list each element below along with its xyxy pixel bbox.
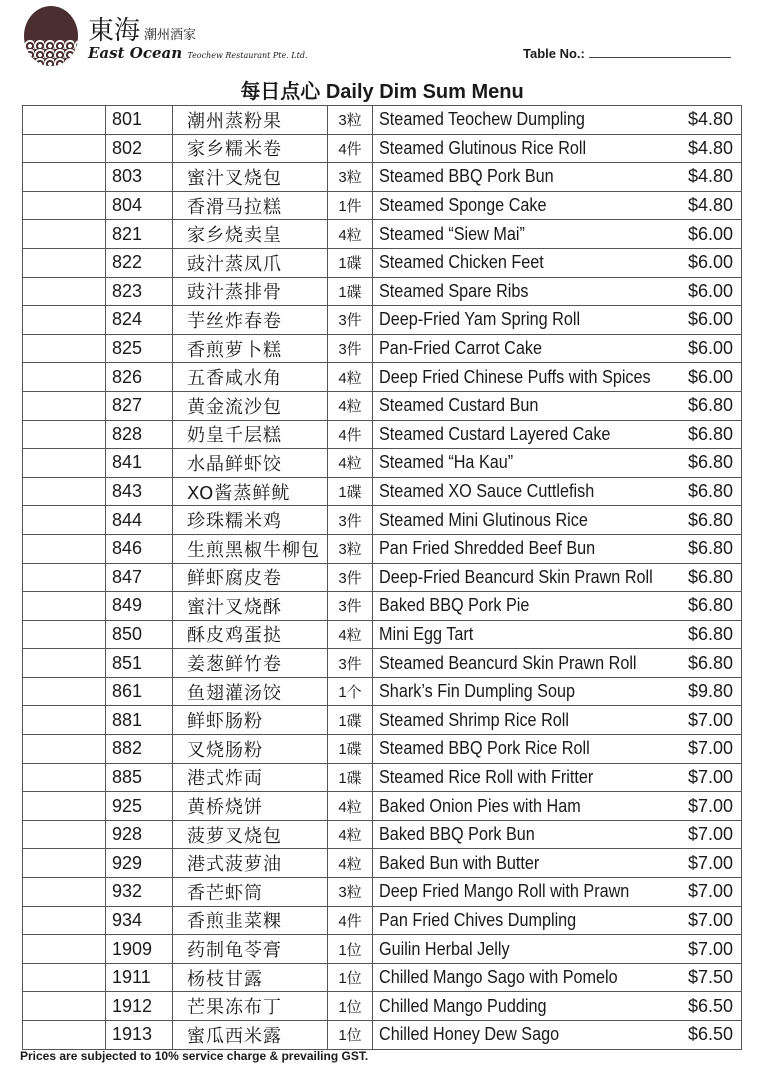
item-cell [373, 248, 742, 277]
item-name-english: Deep Fried Chinese Puffs with Spices [379, 366, 651, 387]
menu-row [23, 163, 742, 192]
item-name-chinese: 黄桥烧饼 [173, 792, 328, 821]
menu-row [23, 220, 742, 249]
item-name-english: Pan-Fried Carrot Cake [379, 338, 542, 359]
item-name-chinese: 香煎萝卜糕 [173, 334, 328, 363]
order-qty-cell[interactable] [23, 935, 106, 964]
order-qty-cell[interactable] [23, 649, 106, 678]
item-portion: 1位 [328, 935, 373, 964]
order-qty-cell[interactable] [23, 563, 106, 592]
order-qty-cell[interactable] [23, 363, 106, 392]
item-portion: 4粒 [328, 620, 373, 649]
item-price: $6.50 [687, 1024, 733, 1045]
item-cell [373, 477, 742, 506]
item-portion: 3粒 [328, 106, 373, 135]
order-qty-cell[interactable] [23, 163, 106, 192]
item-cell [373, 134, 742, 163]
menu-row [23, 906, 742, 935]
item-price: $6.80 [687, 566, 733, 587]
item-price: $9.80 [687, 681, 733, 702]
item-cell [373, 906, 742, 935]
item-code: 826 [106, 363, 173, 392]
menu-row [23, 620, 742, 649]
item-portion: 4粒 [328, 449, 373, 478]
menu-row [23, 506, 742, 535]
item-price: $6.00 [687, 252, 733, 273]
menu-row [23, 820, 742, 849]
item-code: 803 [106, 163, 173, 192]
item-price: $6.00 [687, 280, 733, 301]
item-name-chinese: 香芒虾筒 [173, 878, 328, 907]
item-name-chinese: 豉汁蒸凤爪 [173, 248, 328, 277]
menu-row [23, 334, 742, 363]
item-portion: 4粒 [328, 820, 373, 849]
item-portion: 1碟 [328, 706, 373, 735]
item-portion: 4粒 [328, 220, 373, 249]
item-code: 843 [106, 477, 173, 506]
order-qty-cell[interactable] [23, 334, 106, 363]
order-qty-cell[interactable] [23, 1021, 106, 1050]
item-price: $6.80 [687, 652, 733, 673]
item-name-chinese: 杨枝甘露 [173, 963, 328, 992]
item-name-chinese: 芒果冻布丁 [173, 992, 328, 1021]
item-portion: 4粒 [328, 792, 373, 821]
item-name-english: Chilled Honey Dew Sago [379, 1024, 560, 1045]
menu-row [23, 792, 742, 821]
item-portion: 1件 [328, 191, 373, 220]
item-name-english: Baked BBQ Pork Bun [379, 824, 535, 845]
order-qty-cell[interactable] [23, 820, 106, 849]
item-portion: 1碟 [328, 477, 373, 506]
item-name-english: Steamed “Siew Mai” [379, 223, 525, 244]
brand-en-sub: Teochew Restaurant Pte. Ltd. [187, 51, 308, 60]
item-code: 828 [106, 420, 173, 449]
order-qty-cell[interactable] [23, 477, 106, 506]
item-cell [373, 449, 742, 478]
item-price: $6.00 [687, 223, 733, 244]
item-name-chinese: 蜜汁叉烧包 [173, 163, 328, 192]
item-name-english: Steamed Rice Roll with Fritter [379, 766, 594, 787]
item-code: 841 [106, 449, 173, 478]
order-qty-cell[interactable] [23, 849, 106, 878]
order-qty-cell[interactable] [23, 763, 106, 792]
item-code: 881 [106, 706, 173, 735]
item-name-english: Deep-Fried Yam Spring Roll [379, 309, 581, 330]
item-code: 928 [106, 820, 173, 849]
item-portion: 1碟 [328, 248, 373, 277]
wave-pattern [24, 40, 78, 66]
item-name-chinese: 黄金流沙包 [173, 391, 328, 420]
menu-row [23, 1021, 742, 1050]
item-code: 1911 [106, 963, 173, 992]
item-cell [373, 420, 742, 449]
order-qty-cell[interactable] [23, 191, 106, 220]
item-price: $7.00 [687, 709, 733, 730]
order-qty-cell[interactable] [23, 420, 106, 449]
item-name-english: Steamed Shrimp Rice Roll [379, 709, 569, 730]
order-qty-cell[interactable] [23, 677, 106, 706]
item-portion: 1碟 [328, 763, 373, 792]
item-cell [373, 334, 742, 363]
item-code: 804 [106, 191, 173, 220]
item-name-chinese: 鲜虾肠粉 [173, 706, 328, 735]
item-portion: 3粒 [328, 878, 373, 907]
item-code: 850 [106, 620, 173, 649]
item-name-english: Steamed Custard Bun [379, 395, 539, 416]
item-portion: 1碟 [328, 735, 373, 764]
item-price: $7.00 [687, 824, 733, 845]
item-name-english: Pan Fried Chives Dumpling [379, 909, 577, 930]
item-portion: 3件 [328, 592, 373, 621]
item-portion: 3件 [328, 649, 373, 678]
item-cell [373, 277, 742, 306]
item-name-english: Pan Fried Shredded Beef Bun [379, 538, 596, 559]
menu-row [23, 592, 742, 621]
item-price: $7.50 [687, 967, 733, 988]
item-name-chinese: 药制龟苓膏 [173, 935, 328, 964]
menu-row [23, 134, 742, 163]
order-qty-cell[interactable] [23, 992, 106, 1021]
item-cell [373, 820, 742, 849]
item-cell [373, 735, 742, 764]
item-name-english: Steamed BBQ Pork Bun [379, 166, 554, 187]
item-price: $7.00 [687, 909, 733, 930]
order-qty-cell[interactable] [23, 449, 106, 478]
item-name-english: Steamed “Ha Kau” [379, 452, 514, 473]
item-cell [373, 620, 742, 649]
item-name-english: Steamed BBQ Pork Rice Roll [379, 738, 590, 759]
order-qty-cell[interactable] [23, 534, 106, 563]
item-cell [373, 677, 742, 706]
item-portion: 4粒 [328, 391, 373, 420]
restaurant-logo [24, 6, 78, 66]
item-portion: 4件 [328, 906, 373, 935]
menu-row [23, 391, 742, 420]
menu-row [23, 963, 742, 992]
menu-row [23, 306, 742, 335]
item-price: $7.00 [687, 766, 733, 787]
item-price: $6.00 [687, 366, 733, 387]
page-title: 每日点心 Daily Dim Sum Menu [240, 81, 524, 103]
item-portion: 3件 [328, 563, 373, 592]
order-qty-cell[interactable] [23, 306, 106, 335]
order-qty-cell[interactable] [23, 735, 106, 764]
item-price: $6.80 [687, 423, 733, 444]
item-cell [373, 763, 742, 792]
item-name-chinese: 潮州蒸粉果 [173, 106, 328, 135]
menu-row [23, 935, 742, 964]
item-cell [373, 363, 742, 392]
item-name-english: Baked BBQ Pork Pie [379, 595, 530, 616]
brand-en-name: East Ocean [88, 44, 183, 62]
order-qty-cell[interactable] [23, 506, 106, 535]
item-cell [373, 935, 742, 964]
item-price: $6.80 [687, 538, 733, 559]
item-name-chinese: 姜葱鲜竹卷 [173, 649, 328, 678]
item-code: 823 [106, 277, 173, 306]
item-name-english: Steamed Beancurd Skin Prawn Roll [379, 652, 637, 673]
item-code: 822 [106, 248, 173, 277]
item-portion: 1位 [328, 992, 373, 1021]
item-price: $7.00 [687, 852, 733, 873]
item-code: 802 [106, 134, 173, 163]
item-code: 885 [106, 763, 173, 792]
item-cell [373, 306, 742, 335]
item-price: $6.50 [687, 995, 733, 1016]
item-portion: 4粒 [328, 363, 373, 392]
item-code: 821 [106, 220, 173, 249]
item-name-english: Chilled Mango Pudding [379, 995, 547, 1016]
item-price: $4.80 [687, 166, 733, 187]
item-code: 844 [106, 506, 173, 535]
order-qty-cell[interactable] [23, 391, 106, 420]
menu-row [23, 563, 742, 592]
item-name-english: Steamed Chicken Feet [379, 252, 544, 273]
item-name-chinese: 五香咸水角 [173, 363, 328, 392]
item-code: 1913 [106, 1021, 173, 1050]
item-cell [373, 992, 742, 1021]
item-cell [373, 592, 742, 621]
menu-row [23, 477, 742, 506]
menu-table [22, 105, 742, 1050]
item-name-chinese: 豉汁蒸排骨 [173, 277, 328, 306]
item-cell [373, 163, 742, 192]
item-cell [373, 706, 742, 735]
table-no-blank[interactable] [589, 57, 731, 58]
menu-row [23, 449, 742, 478]
item-portion: 3粒 [328, 534, 373, 563]
item-price: $7.00 [687, 738, 733, 759]
item-name-english: Steamed Custard Layered Cake [379, 423, 611, 444]
order-qty-cell[interactable] [23, 620, 106, 649]
item-name-chinese: 港式菠萝油 [173, 849, 328, 878]
item-name-chinese: 芋丝炸春卷 [173, 306, 328, 335]
item-name-chinese: XO酱蒸鲜鱿 [173, 477, 328, 506]
item-name-english: Baked Bun with Butter [379, 852, 540, 873]
item-code: 801 [106, 106, 173, 135]
item-name-english: Steamed Sponge Cake [379, 195, 547, 216]
menu-row [23, 277, 742, 306]
order-qty-cell[interactable] [23, 106, 106, 135]
item-code: 846 [106, 534, 173, 563]
service-charge-note: Prices are subjected to 10% service charge & prevailing GST. [20, 1049, 369, 1063]
item-price: $6.80 [687, 395, 733, 416]
brand-english [88, 44, 308, 62]
item-cell [373, 506, 742, 535]
item-name-chinese: 叉烧肠粉 [173, 735, 328, 764]
item-price: $6.80 [687, 481, 733, 502]
item-price: $6.80 [687, 595, 733, 616]
item-name-english: Deep-Fried Beancurd Skin Prawn Roll [379, 566, 653, 587]
item-name-english: Steamed XO Sauce Cuttlefish [379, 481, 595, 502]
order-qty-cell[interactable] [23, 220, 106, 249]
item-name-chinese: 港式炸両 [173, 763, 328, 792]
item-name-english: Baked Onion Pies with Ham [379, 795, 581, 816]
item-name-english: Steamed Spare Ribs [379, 280, 529, 301]
item-cell [373, 534, 742, 563]
item-portion: 1个 [328, 677, 373, 706]
item-code: 925 [106, 792, 173, 821]
menu-row [23, 420, 742, 449]
menu-row [23, 248, 742, 277]
item-name-english: Chilled Mango Sago with Pomelo [379, 967, 618, 988]
menu-row [23, 706, 742, 735]
order-qty-cell[interactable] [23, 277, 106, 306]
item-price: $4.80 [687, 137, 733, 158]
item-name-chinese: 鱼翅灌汤饺 [173, 677, 328, 706]
menu-row [23, 878, 742, 907]
item-name-chinese: 蜜瓜西米露 [173, 1021, 328, 1050]
item-name-english: Steamed Glutinous Rice Roll [379, 137, 587, 158]
item-cell [373, 849, 742, 878]
item-name-chinese: 香滑马拉糕 [173, 191, 328, 220]
item-name-chinese: 菠萝叉烧包 [173, 820, 328, 849]
item-portion: 4件 [328, 134, 373, 163]
item-name-english: Mini Egg Tart [379, 623, 474, 644]
menu-row [23, 191, 742, 220]
order-qty-cell[interactable] [23, 248, 106, 277]
item-name-english: Deep Fried Mango Roll with Prawn [379, 881, 630, 902]
item-name-english: Guilin Herbal Jelly [379, 938, 510, 959]
item-price: $6.80 [687, 623, 733, 644]
item-name-english: Steamed Teochew Dumpling [379, 109, 585, 130]
item-price: $4.80 [687, 109, 733, 130]
item-code: 929 [106, 849, 173, 878]
item-price: $4.80 [687, 195, 733, 216]
item-portion: 4粒 [328, 849, 373, 878]
order-qty-cell[interactable] [23, 592, 106, 621]
item-price: $6.80 [687, 509, 733, 530]
menu-row [23, 363, 742, 392]
item-portion: 1位 [328, 1021, 373, 1050]
item-price: $7.00 [687, 881, 733, 902]
item-code: 825 [106, 334, 173, 363]
item-price: $6.00 [687, 338, 733, 359]
item-cell [373, 963, 742, 992]
item-code: 827 [106, 391, 173, 420]
menu-row [23, 677, 742, 706]
item-name-chinese: 生煎黑椒牛柳包 [173, 534, 328, 563]
item-cell [373, 220, 742, 249]
brand-cn-name: 東海 [88, 16, 141, 46]
item-cell [373, 878, 742, 907]
item-code: 1909 [106, 935, 173, 964]
item-price: $6.00 [687, 309, 733, 330]
item-name-chinese: 水晶鲜虾饺 [173, 449, 328, 478]
table-no-label: Table No.: [523, 46, 585, 61]
order-qty-cell[interactable] [23, 792, 106, 821]
item-name-english: Steamed Mini Glutinous Rice [379, 509, 588, 530]
item-price: $7.00 [687, 938, 733, 959]
menu-row [23, 763, 742, 792]
item-cell [373, 391, 742, 420]
item-cell [373, 563, 742, 592]
menu-row [23, 534, 742, 563]
item-cell [373, 1021, 742, 1050]
item-name-chinese: 鲜虾腐皮卷 [173, 563, 328, 592]
item-portion: 3粒 [328, 163, 373, 192]
item-name-chinese: 酥皮鸡蛋挞 [173, 620, 328, 649]
item-name-chinese: 家乡糯米卷 [173, 134, 328, 163]
item-price: $6.80 [687, 452, 733, 473]
item-code: 861 [106, 677, 173, 706]
order-qty-cell[interactable] [23, 963, 106, 992]
item-code: 934 [106, 906, 173, 935]
item-code: 851 [106, 649, 173, 678]
brand-chinese [88, 10, 196, 47]
menu-row [23, 735, 742, 764]
item-code: 849 [106, 592, 173, 621]
menu-row [23, 992, 742, 1021]
item-code: 932 [106, 878, 173, 907]
item-name-chinese: 家乡烧卖皇 [173, 220, 328, 249]
menu-row [23, 649, 742, 678]
item-portion: 1碟 [328, 277, 373, 306]
item-cell [373, 649, 742, 678]
item-portion: 3件 [328, 506, 373, 535]
order-qty-cell[interactable] [23, 706, 106, 735]
item-code: 1912 [106, 992, 173, 1021]
item-cell [373, 106, 742, 135]
item-price: $7.00 [687, 795, 733, 816]
order-qty-cell[interactable] [23, 878, 106, 907]
item-code: 882 [106, 735, 173, 764]
menu-row [23, 106, 742, 135]
item-name-chinese: 蜜汁叉烧酥 [173, 592, 328, 621]
item-cell [373, 792, 742, 821]
order-qty-cell[interactable] [23, 906, 106, 935]
item-name-chinese: 珍珠糯米鸡 [173, 506, 328, 535]
item-name-chinese: 奶皇千层糕 [173, 420, 328, 449]
item-cell [373, 191, 742, 220]
item-portion: 1位 [328, 963, 373, 992]
item-name-english: Shark’s Fin Dumpling Soup [379, 681, 576, 702]
item-portion: 3件 [328, 306, 373, 335]
menu-row [23, 849, 742, 878]
item-code: 824 [106, 306, 173, 335]
item-name-chinese: 香煎韭菜粿 [173, 906, 328, 935]
order-qty-cell[interactable] [23, 134, 106, 163]
brand-cn-sub: 潮州酒家 [144, 28, 197, 43]
item-code: 847 [106, 563, 173, 592]
table-number-field[interactable] [523, 46, 731, 61]
item-portion: 4件 [328, 420, 373, 449]
item-portion: 3件 [328, 334, 373, 363]
